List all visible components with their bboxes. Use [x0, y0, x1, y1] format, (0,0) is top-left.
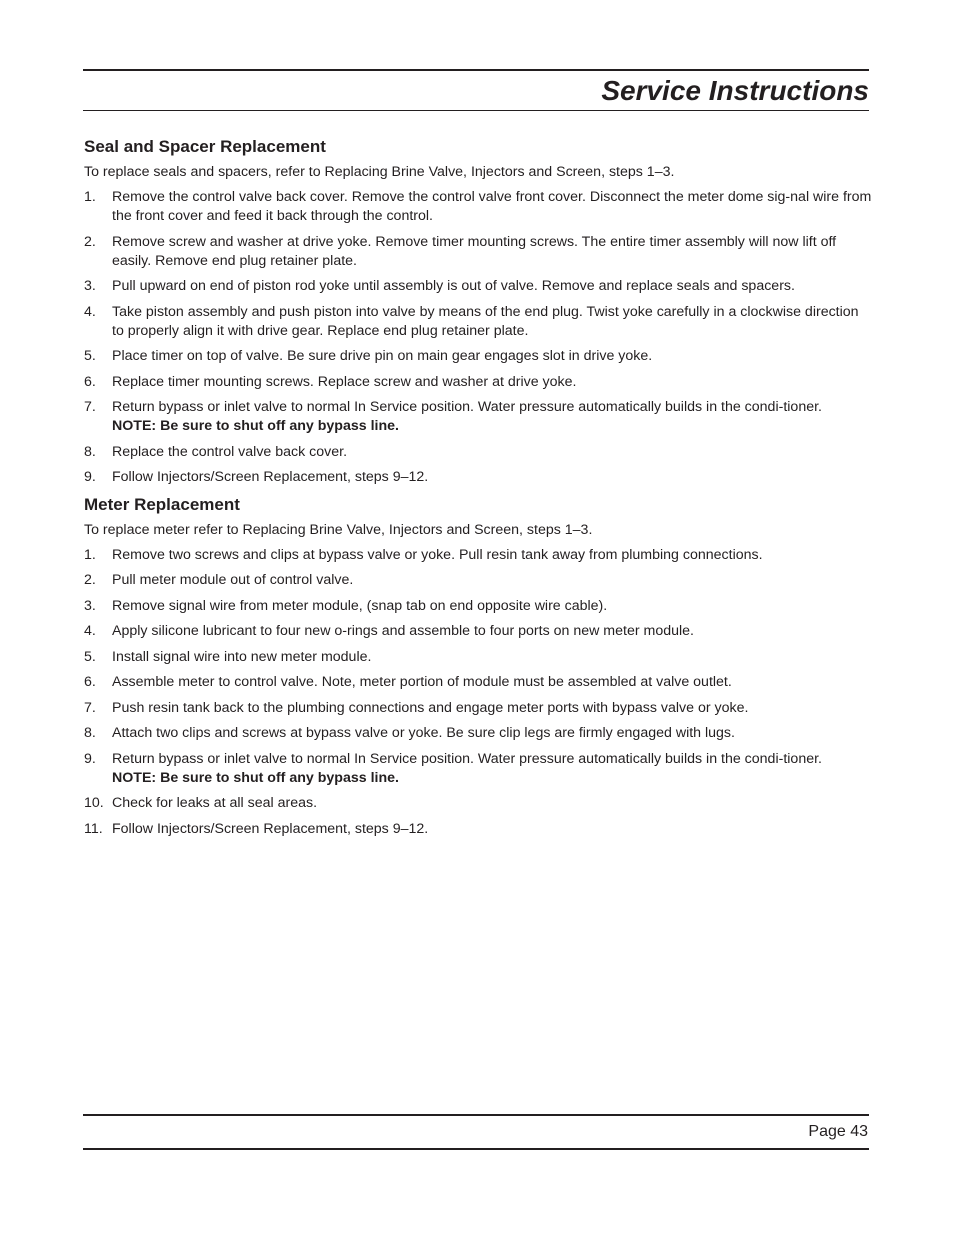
step-text: Pull upward on end of piston rod yoke until assembly is out of valve. Remove and replace seals and spacers. [112, 278, 795, 294]
list-item [84, 648, 872, 667]
list-item [84, 794, 872, 813]
step-text: Place timer on top of valve. Be sure drive pin on main gear engages slot in drive yoke. [112, 348, 653, 364]
step-number: 7. [84, 399, 96, 415]
list-item [84, 546, 872, 565]
list-item [84, 188, 872, 226]
step-text: Take piston assembly and push piston into valve by means of the end plug. Twist yoke carefully in a clockwise direction to properly align it with drive gear. Replace end plug retainer plate. [112, 303, 859, 339]
step-number: 7. [84, 699, 96, 716]
section-intro: To replace meter refer to Replacing Brine Valve, Injectors and Screen, steps 1–3. [84, 521, 593, 538]
list-item [84, 373, 872, 392]
step-text: Apply silicone lubricant to four new o-rings and assemble to four ports on new meter module. [112, 623, 694, 639]
step-number: 6. [84, 674, 96, 690]
list-item [84, 347, 872, 366]
step-text: Replace timer mounting screws. Replace screw and washer at drive yoke. [112, 373, 577, 390]
step-number: 5. [84, 348, 96, 364]
section-intro: To replace seals and spacers, refer to Replacing Brine Valve, Injectors and Screen, steps 1–3. [84, 164, 675, 180]
step-text: Remove screw and washer at drive yoke. Remove timer mounting screws. The entire timer assembly will now lift off easily. Remove end plug retainer plate. [112, 233, 837, 269]
list-item [84, 622, 872, 641]
step-text: Follow Injectors/Screen Replacement, steps 9–12. [112, 469, 429, 485]
step-text: Install signal wire into new meter module. [112, 648, 372, 665]
list-item [84, 699, 872, 718]
step-number: 6. [84, 373, 96, 390]
page-number: Page 43 [808, 1123, 868, 1140]
step-number: 3. [84, 278, 96, 294]
step-number: 9. [84, 750, 96, 767]
list-item [84, 443, 872, 462]
list-item [84, 750, 872, 788]
section-heading: Meter Replacement [84, 494, 240, 514]
step-number: 11. [84, 820, 103, 837]
step-list [84, 546, 872, 839]
step-text: Replace the control valve back cover. [112, 443, 348, 460]
step-note: NOTE: Be sure to shut off any bypass line. [112, 418, 399, 434]
step-text: Remove the control valve back cover. Remove the control valve front cover. Disconnect the meter dome sig-nal wire from the front cover and feed it back through the control. [112, 189, 872, 224]
list-item [84, 398, 872, 436]
list-item [84, 571, 872, 590]
step-number: 10. [84, 795, 104, 811]
step-text: Push resin tank back to the plumbing connections and engage meter ports with bypass valve or yoke. [112, 699, 749, 716]
step-number: 8. [84, 725, 96, 741]
step-number: 1. [84, 189, 96, 205]
list-item [84, 277, 872, 296]
step-number: 8. [84, 443, 96, 460]
step-text: Check for leaks at all seal areas. [112, 795, 318, 811]
step-list [84, 188, 872, 487]
step-text: Remove two screws and clips at bypass valve or yoke. Pull resin tank away from plumbing connections. [112, 546, 763, 563]
step-number: 1. [84, 546, 96, 563]
header-bottom-rule [83, 110, 869, 111]
step-text: Return bypass or inlet valve to normal In Service position. Water pressure automatically builds in the condi-tioner. [112, 399, 822, 415]
section-seal-spacer-replacement [84, 136, 872, 487]
step-text: Pull meter module out of control valve. [112, 572, 354, 588]
step-text: Follow Injectors/Screen Replacement, steps 9–12. [112, 820, 429, 837]
section-meter-replacement [84, 494, 872, 839]
step-number: 3. [84, 597, 96, 614]
step-number: 5. [84, 648, 96, 665]
step-text: Assemble meter to control valve. Note, meter portion of module must be assembled at valve outlet. [112, 674, 732, 690]
page-title: Service Instructions [601, 75, 869, 106]
list-item [84, 303, 872, 341]
footer-top-rule [83, 1114, 869, 1116]
step-text: Remove signal wire from meter module, (snap tab on end opposite wire cable). [112, 597, 608, 614]
step-text: Attach two clips and screws at bypass valve or yoke. Be sure clip legs are firmly engaged with lugs. [112, 725, 735, 741]
step-number: 2. [84, 572, 96, 588]
list-item [84, 724, 872, 743]
step-number: 2. [84, 233, 96, 250]
footer-bottom-rule [83, 1148, 869, 1150]
step-note: NOTE: Be sure to shut off any bypass line. [112, 769, 399, 786]
section-heading: Seal and Spacer Replacement [84, 137, 326, 156]
step-number: 4. [84, 623, 96, 639]
list-item [84, 673, 872, 692]
document-body [84, 136, 872, 845]
list-item [84, 233, 872, 271]
step-text: Return bypass or inlet valve to normal In Service position. Water pressure automatically builds in the condi-tioner. [112, 750, 822, 767]
header-top-rule [83, 69, 869, 71]
step-number: 4. [84, 303, 96, 320]
step-number: 9. [84, 469, 96, 485]
list-item [84, 468, 872, 487]
list-item [84, 597, 872, 616]
list-item [84, 820, 872, 839]
